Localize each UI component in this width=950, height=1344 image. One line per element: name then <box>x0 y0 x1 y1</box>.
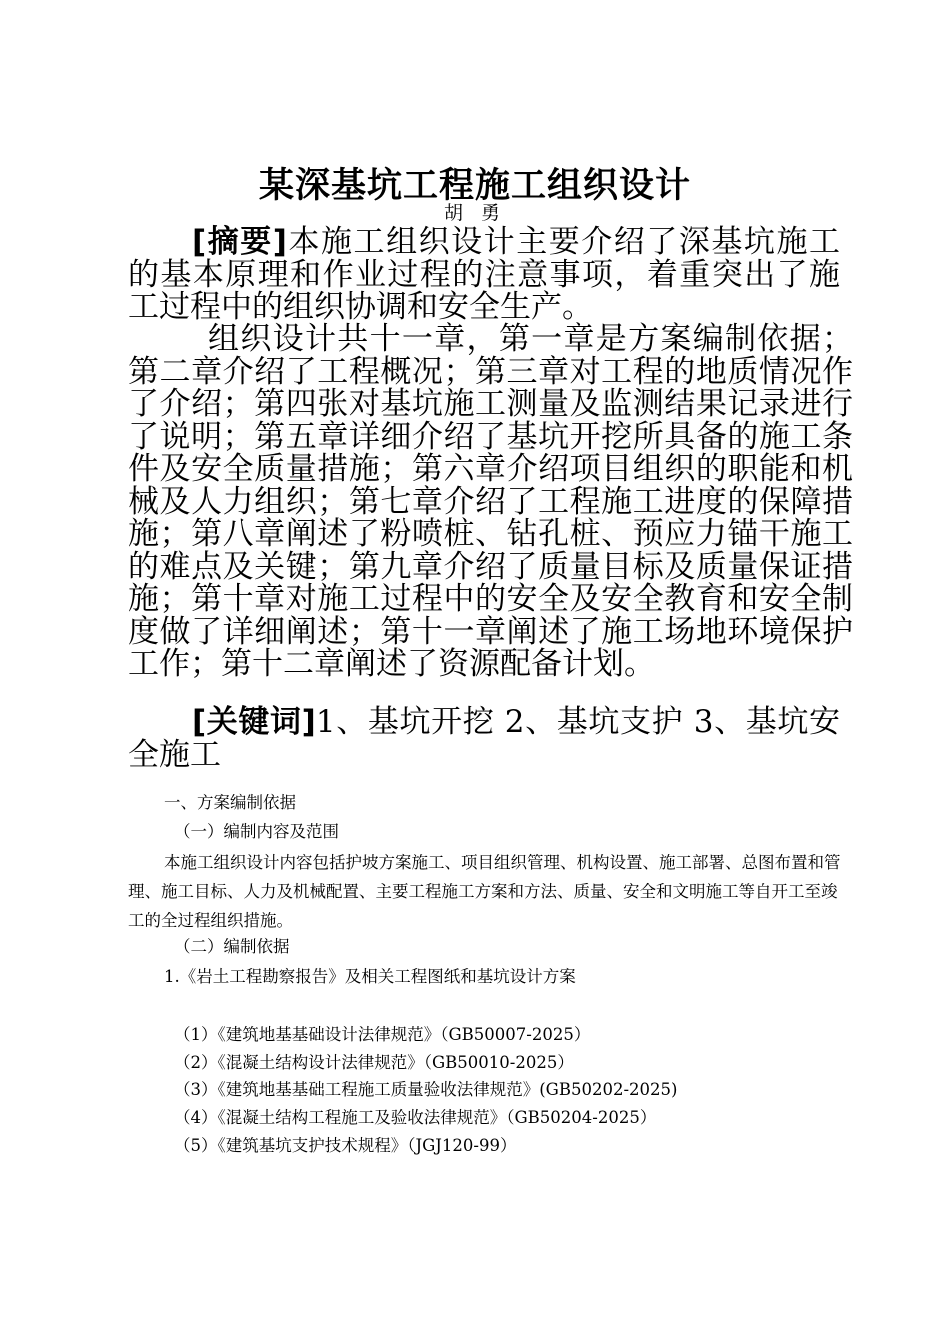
reference-item: （4）《混凝土结构工程施工及验收法律规范》（GB50204-2025） <box>174 1108 657 1128</box>
reference-item: （1）《建筑地基基础设计法律规范》（GB50007-2025） <box>174 1025 591 1044</box>
abstract-text: 本施工组织设计主要介绍了深基坑施工的基本原理和作业过程的注意事项，着重突出了施工过程中的组织协调和安全生产。 <box>128 224 840 325</box>
chapter-summary-paragraph: 组织设计共十一章，第一章是方案编制依据；第二章介绍了工程概况；第三章对工程的地质情况作了介绍；第四张对基坑施工测量及监测结果记录进行了说明；第五章详细介绍了基坑开挖所具备的施工条件及安全质量措施；第六章介绍项目组织的职能和机械及人力组织；第七章介绍了工程施工进度的保障措施；第八章阐述了粉喷桩、钻孔桩、预应力锚干施工的难点及关键；第九章介绍了质量目标及质量保证措施；第十章对施工过程中的安全及安全教育和安全制度做了详细阐述；第十一章阐述了施工场地环境保护工作；第十二章阐述了资源配备计划。 <box>128 321 853 682</box>
keywords-paragraph <box>128 706 840 771</box>
author-name: 胡 勇 <box>443 202 507 224</box>
keywords-label: [关键词] <box>192 704 316 740</box>
reference-item: （2）《混凝土结构设计法律规范》（GB50010-2025） <box>174 1052 574 1072</box>
abstract-label: [摘要] <box>192 224 287 260</box>
reference-list <box>174 1021 677 1160</box>
abstract-paragraph <box>128 226 840 324</box>
section-heading: 一、方案编制依据 <box>164 793 296 812</box>
document-title: 某深基坑工程施工组织设计 <box>258 166 691 206</box>
subsection-heading-basis: （二）编制依据 <box>174 937 290 956</box>
keywords-text: 1、基坑开挖 2、基坑支护 3、基坑安全施工 <box>128 704 840 773</box>
reference-item: （5）《建筑基坑支护技术规程》（JGJ120-99） <box>174 1135 517 1155</box>
scope-paragraph: 本施工组织设计内容包括护坡方案施工、项目组织管理、机构设置、施工部署、总图布置和管理、施工目标、人力及机械配置、主要工程施工方案和方法、质量、安全和文明施工等自开工至竣工的全过程组织措施。 <box>128 853 841 930</box>
subsection-heading-scope: （一）编制内容及范围 <box>174 822 339 841</box>
reference-item: （3）《建筑地基基础工程施工质量验收法律规范》(GB50202-2025) <box>174 1080 678 1100</box>
basis-item-1: 1.《岩土工程勘察报告》及相关工程图纸和基坑设计方案 <box>164 967 576 986</box>
